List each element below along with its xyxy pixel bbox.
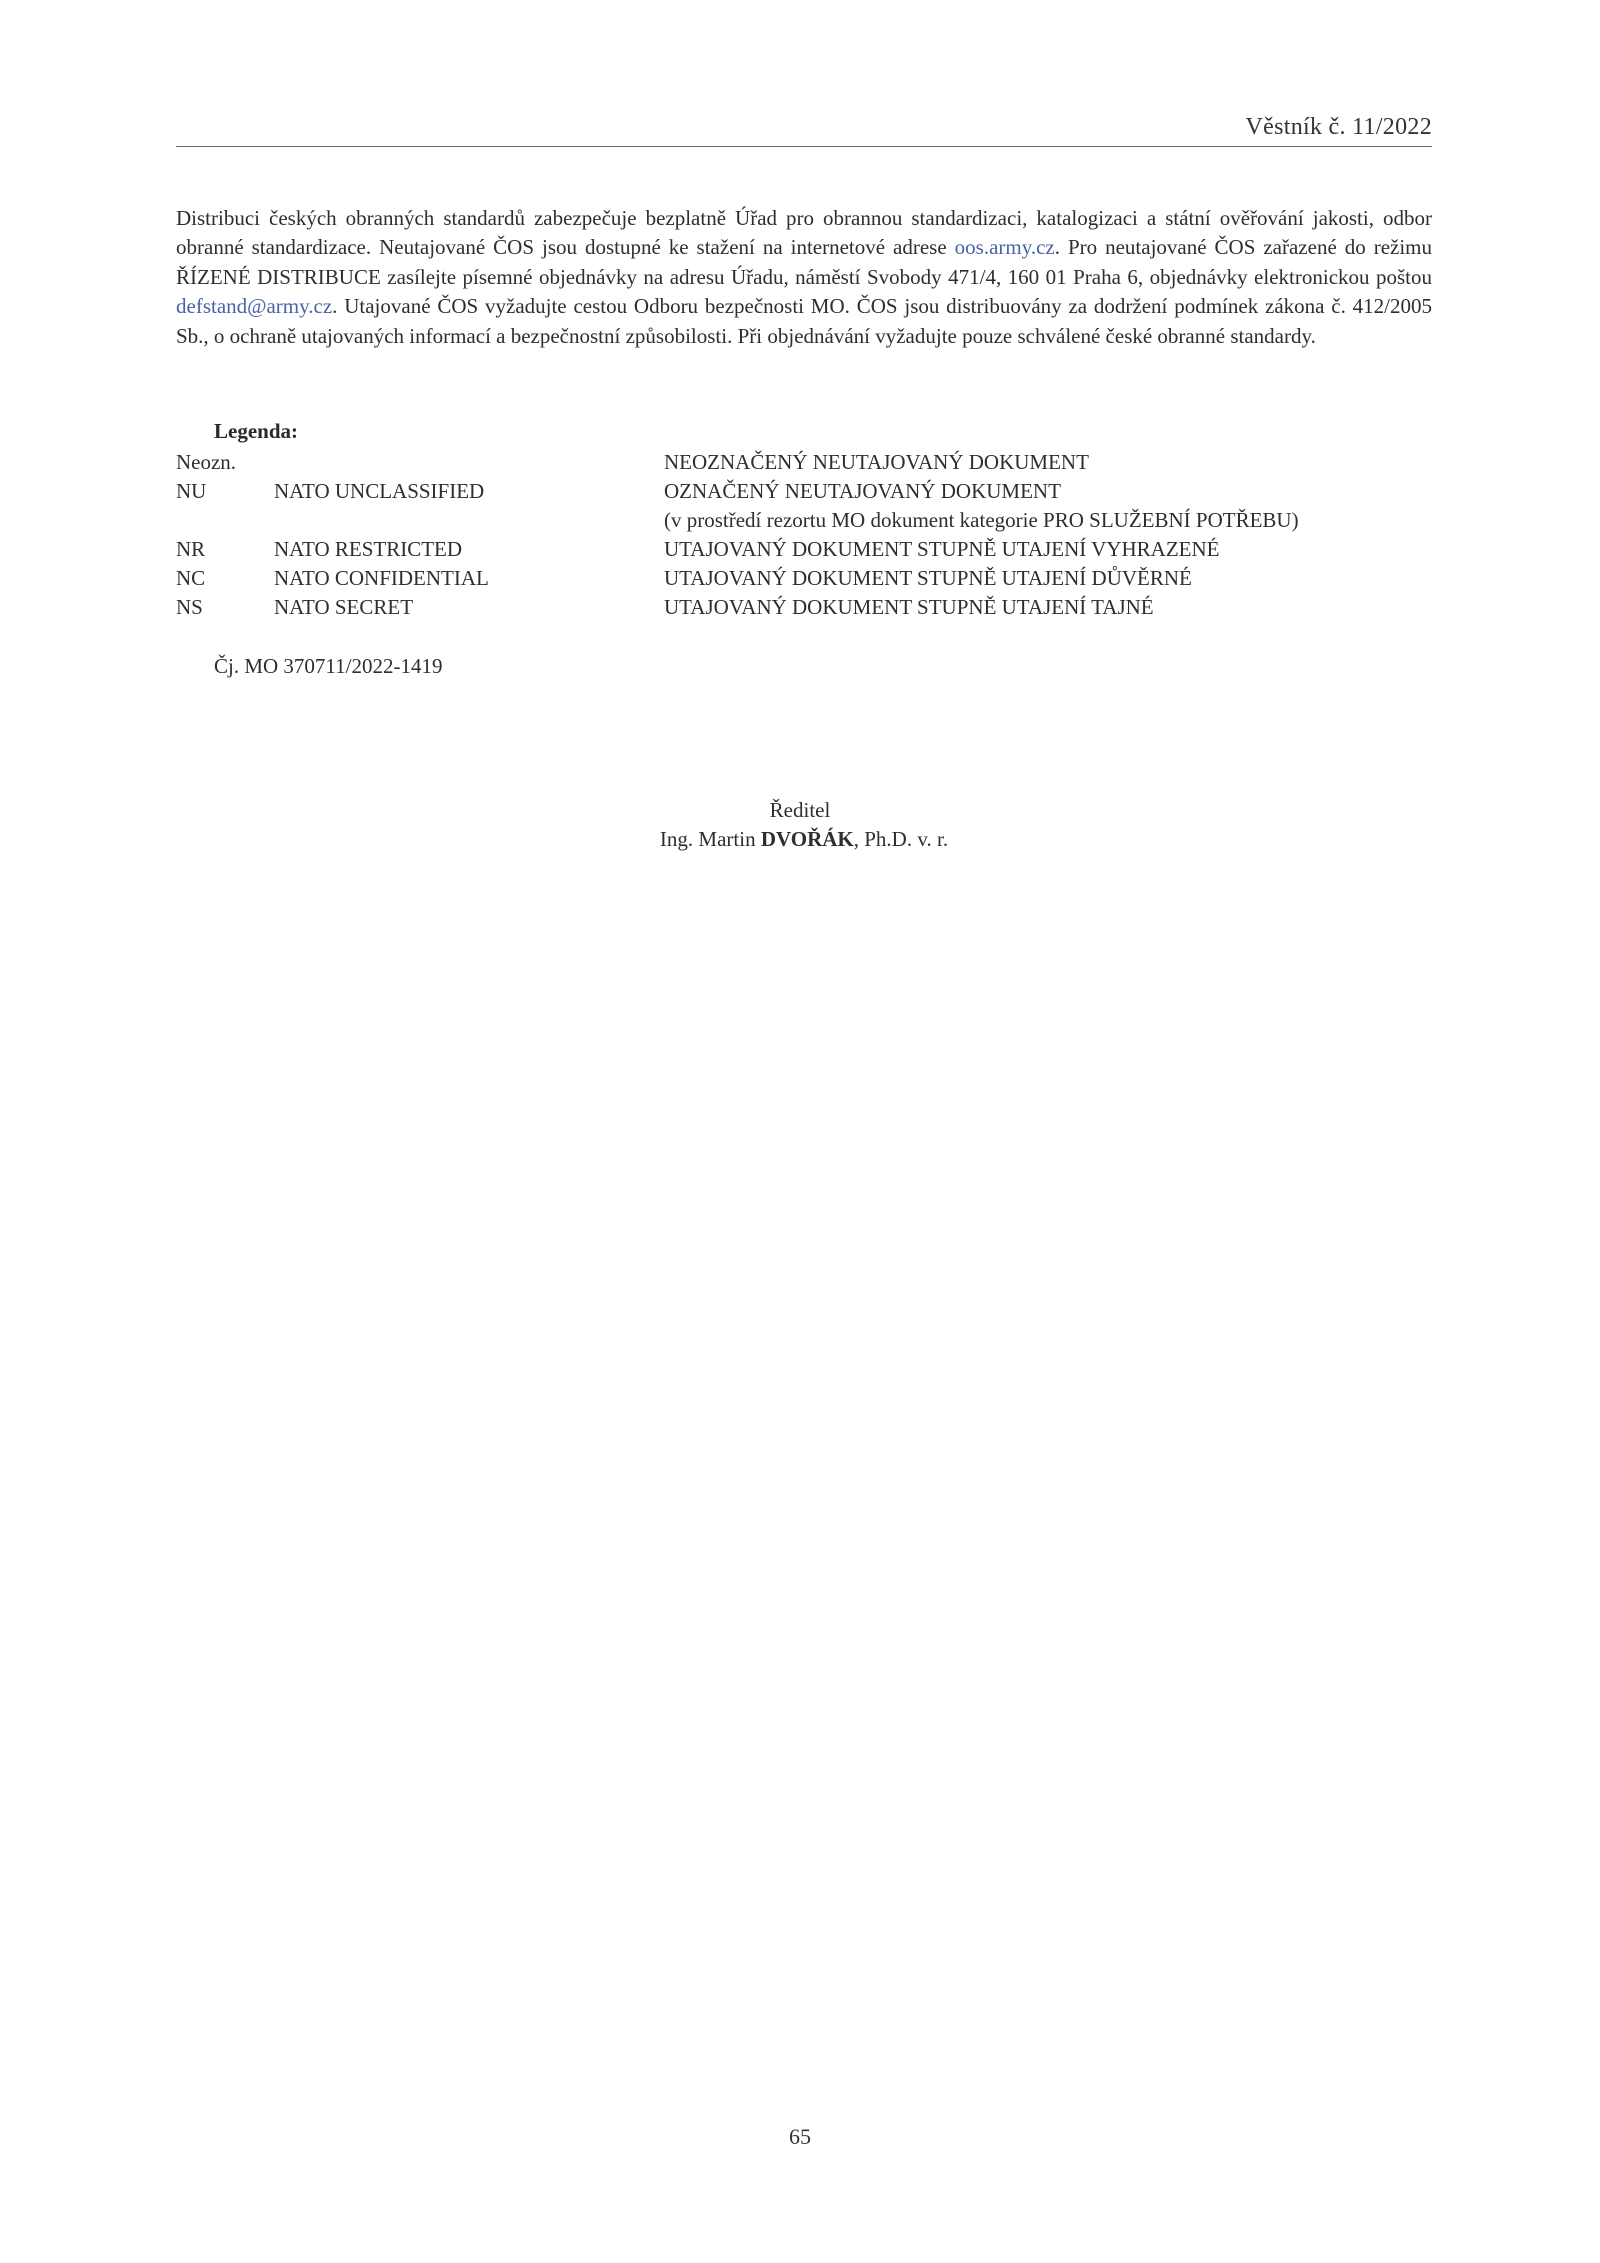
signature-name [8,825,1600,854]
reference-number: Čj. MO 370711/2022-1419 [214,654,443,678]
legend-name: NATO RESTRICTED [274,537,463,561]
signature-suffix: , Ph.D. v. r. [853,827,949,851]
legend-table [176,448,1432,622]
website-link[interactable]: oos.army.cz [954,235,1055,260]
legend-description: OZNAČENÝ NEUTAJOVANÝ DOKUMENT [664,479,1061,503]
signature-prefix: Ing. Martin [659,827,761,851]
legend-code: NC [176,566,206,590]
page-number: 65 [789,2124,811,2149]
legend-code [176,506,274,535]
legend-description: (v prostředí rezortu MO dokument kategorie PRO SLUŽEBNÍ POTŘEBU) [664,508,1299,532]
legend-name: NATO CONFIDENTIAL [274,566,489,590]
legend-row [176,506,1432,535]
intro-text-part2: . Pro neutajované ČOS zařazené do režimu ŘÍZENÉ DISTRIBUCE zasílejte písemné objednávky na adresu Úřadu, náměstí Svobody 471/4, 160 01 Praha 6, objednávky elektronickou poštou [176,235,1433,289]
legend-row [176,448,1432,477]
legend-code: NS [176,595,203,619]
signature-block [0,796,1600,854]
legend-description: UTAJOVANÝ DOKUMENT STUPNĚ UTAJENÍ VYHRAZENÉ [664,537,1220,561]
legend-name: NATO SECRET [274,595,414,619]
signature-role: Ředitel [769,798,831,822]
signature-surname: DVOŘÁK [760,827,854,851]
legend-row [176,535,1432,564]
header-divider [176,146,1432,147]
legend-name: NATO UNCLASSIFIED [274,479,485,503]
email-link[interactable]: defstand@army.cz [176,294,333,319]
legend-description: UTAJOVANÝ DOKUMENT STUPNĚ UTAJENÍ TAJNÉ [664,595,1154,619]
legend-description: UTAJOVANÝ DOKUMENT STUPNĚ UTAJENÍ DŮVĚRNÉ [664,566,1192,590]
intro-text-part1: Distribuci českých obranných standardů zabezpečuje bezplatně Úřad pro obrannou standardizaci, katalogizaci a státní ověřování jakosti, odbor obranné standardizace. Neutajované ČOS jsou dostupné ke stažení na internetové adrese [176,206,1432,260]
legend-description: NEOZNAČENÝ NEUTAJOVANÝ DOKUMENT [664,450,1089,474]
legend-code: NR [176,537,206,561]
legend-code: NU [176,479,207,503]
intro-text-part3: . Utajované ČOS vyžadujte cestou Odboru bezpečnosti MO. ČOS jsou distribuovány za dodržení podmínek zákona č. 412/2005 Sb., o ochraně utajovaných informací a bezpečnostní způsobilosti. Při objednávání vyžadujte pouze schválené české obranné standardy. [176,294,1432,348]
legend-row [176,564,1432,593]
legend-name [274,506,664,535]
page-header-title: Věstník č. 11/2022 [1245,114,1432,140]
legend-row [176,593,1432,622]
legend-row [176,477,1432,506]
intro-paragraph [176,204,1432,351]
legend-title: Legenda: [214,419,298,443]
legend-name [274,448,664,477]
legend-code: Neozn. [176,450,237,474]
